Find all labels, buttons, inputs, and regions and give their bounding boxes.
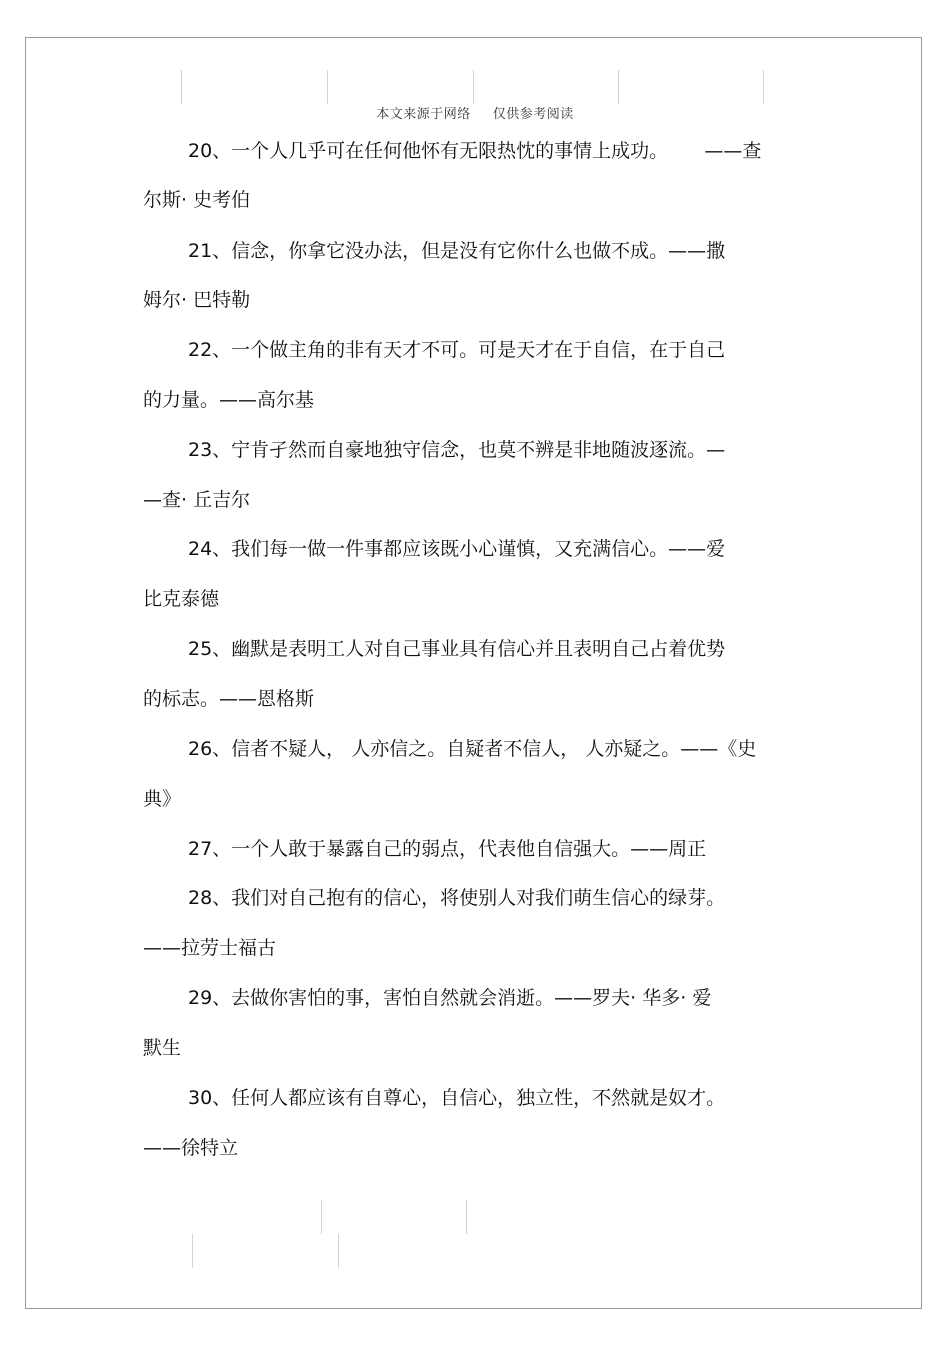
- quote-30-line-2: ——徐特立: [143, 1137, 239, 1159]
- top-rule-2: [327, 70, 328, 104]
- quote-25-line-2: 的标志。——恩格斯: [143, 688, 315, 710]
- bottom-rule-4: [338, 1234, 339, 1268]
- page-frame: [25, 37, 922, 1309]
- quote-20-line-2: 尔斯· 史考伯: [143, 189, 251, 211]
- quote-20-line-1: 20、一个人几乎可在任何他怀有无限热忱的事情上成功。 ——查: [188, 140, 762, 162]
- source-disclaimer: [0, 103, 950, 123]
- bottom-rule-2: [466, 1200, 467, 1234]
- quote-28-line-2: ——拉劳士福古: [143, 937, 277, 959]
- top-rule-3: [473, 70, 474, 104]
- bottom-rule-1: [321, 1200, 322, 1234]
- quote-22-line-1: 22、一个做主角的非有天才不可。可是天才在于自信，在于自己: [188, 339, 726, 361]
- quote-26-line-1: 26、信者不疑人， 人亦信之。自疑者不信人， 人亦疑之。——《史: [188, 738, 757, 760]
- quote-30-line-1: 30、任何人都应该有自尊心，自信心，独立性，不然就是奴才。: [188, 1087, 726, 1109]
- bottom-rule-3: [192, 1234, 193, 1268]
- quote-29-line-2: 默生: [143, 1037, 182, 1059]
- quote-25-line-1: 25、幽默是表明工人对自己事业具有信心并且表明自己占着优势: [188, 638, 726, 660]
- quote-28-line-1: 28、我们对自己抱有的信心，将使别人对我们萌生信心的绿芽。: [188, 887, 726, 909]
- quote-24-line-2: 比克泰德: [143, 588, 220, 610]
- reference-note: 仅供参考阅读: [492, 107, 574, 122]
- top-rule-4: [618, 70, 619, 104]
- quote-26-line-2: 典》: [143, 788, 182, 810]
- quote-23-line-1: 23、宁肯孑然而自豪地独守信念，也莫不辨是非地随波逐流。—: [188, 439, 726, 461]
- quote-24-line-1: 24、我们每一做一件事都应该既小心谨慎，又充满信心。——爱: [188, 538, 726, 560]
- quote-23-line-2: —查· 丘吉尔: [143, 489, 251, 511]
- quote-27-line-1: 27、一个人敢于暴露自己的弱点，代表他自信强大。——周正: [188, 838, 707, 860]
- source-note: 本文来源于网络: [376, 107, 471, 122]
- top-rule-5: [763, 70, 764, 104]
- quote-21-line-1: 21、信念，你拿它没办法，但是没有它你什么也做不成。——撒: [188, 240, 726, 262]
- quote-22-line-2: 的力量。——高尔基: [143, 389, 315, 411]
- top-rule-1: [181, 70, 182, 104]
- quote-21-line-2: 姆尔· 巴特勒: [143, 289, 251, 311]
- quote-29-line-1: 29、去做你害怕的事，害怕自然就会消逝。——罗夫· 华多· 爱: [188, 987, 712, 1009]
